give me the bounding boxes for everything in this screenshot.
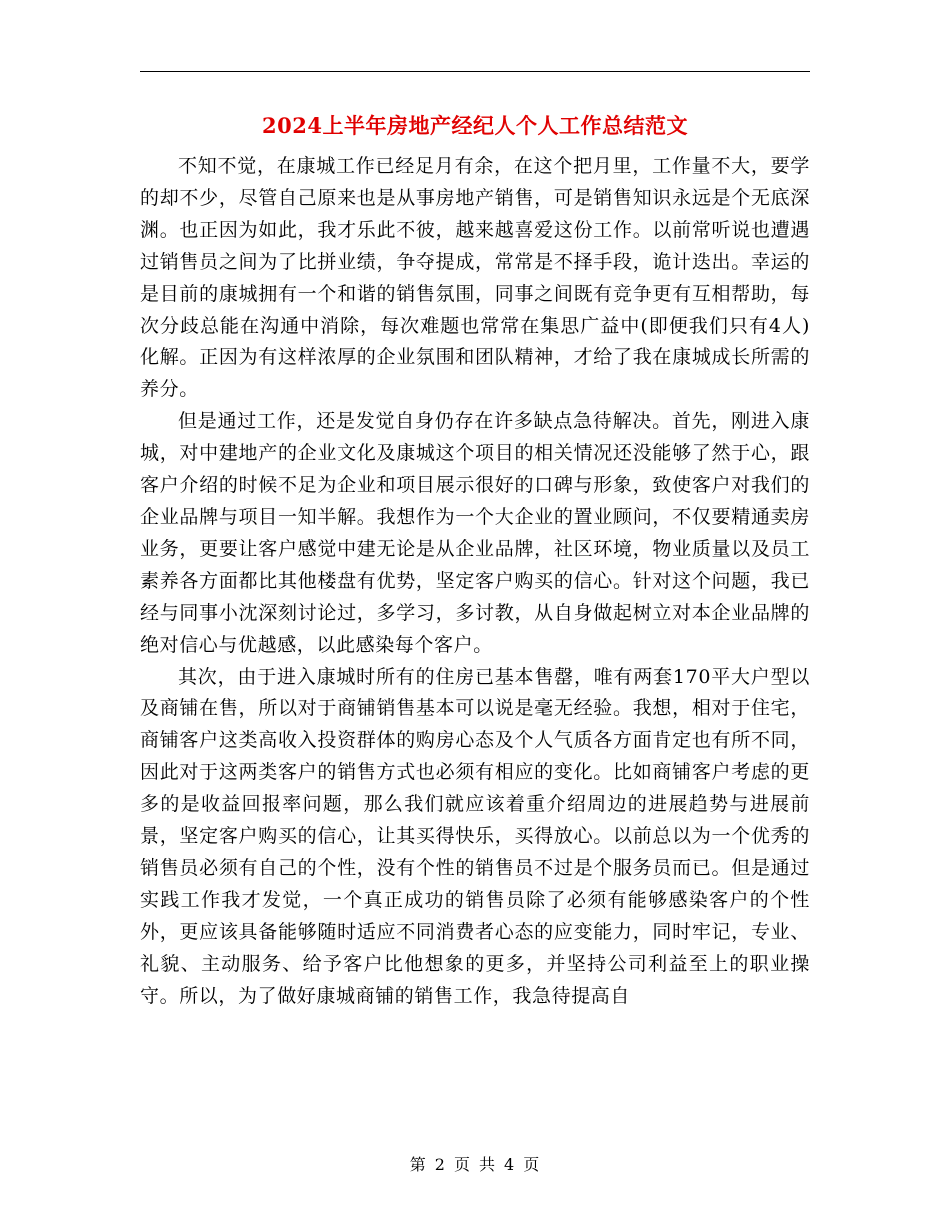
footer-label-total: 共 — [479, 1155, 497, 1174]
footer-total-pages: 4 — [504, 1155, 516, 1174]
footer-current-page: 2 — [434, 1155, 446, 1174]
paragraph-3: 其次，由于进入康城时所有的住房已基本售罄，唯有两套170平大户型以及商铺在售，所以对于商铺销售基本可以说是毫无经验。我想，相对于住宅，商铺客户这类高收入投资群体的购房心态及个人气质各方面肯定也有所不同，因此对于这两类客户的销售方式也必须有相应的变化。比如商铺客户考虑的更多的是收益回报率问题，那么我们就应该着重介绍周边的进展趋势与进展前景，坚定客户购买的信心，让其买得快乐，买得放心。以前总以为一个优秀的销售员必须有自己的个性，没有个性的销售员不过是个服务员而已。但是通过实践工作我才发觉，一个真正成功的销售员除了必须有能够感染客户的个性外，更应该具备能够随时适应不同消费者心态的应变能力，同时牢记，专业、礼貌、主动服务、给予客户比他想象的更多，并坚持公司利益至上的职业操守。所以，为了做好康城商铺的销售工作，我急待提高自 — [140, 665, 810, 1007]
document-body — [140, 151, 810, 1012]
footer-label-total-unit: 页 — [523, 1155, 541, 1174]
footer-label-page-unit: 页 — [453, 1155, 471, 1174]
paragraph-1: 不知不觉，在康城工作已经足月有余，在这个把月里，工作量不大，要学的却不少，尽管自己原来也是从事房地产销售，可是销售知识永远是个无底深渊。也正因为如此，我才乐此不彼，越来越喜爱这份工作。以前常听说也遭遇过销售员之间为了比拼业绩，争夺提成，常常是不择手段，诡计迭出。幸运的是目前的康城拥有一个和谐的销售氛围，同事之间既有竞争更有互相帮助，每次分歧总能在沟通中消除，每次难题也常常在集思广益中(即便我们只有4人)化解。正因为有这样浓厚的企业氛围和团队精神，才给了我在康城成长所需的养分。 — [140, 155, 810, 401]
header-rule — [140, 71, 810, 72]
footer-label-page: 第 — [409, 1155, 427, 1174]
paragraph-2: 但是通过工作，还是发觉自身仍存在许多缺点急待解决。首先，刚进入康城，对中建地产的企业文化及康城这个项目的相关情况还没能够了然于心，跟客户介绍的时候不足为企业和项目展示很好的口碑与形象，致使客户对我们的企业品牌与项目一知半解。我想作为一个大企业的置业顾问，不仅要精通卖房业务，更要让客户感觉中建无论是从企业品牌，社区环境，物业质量以及员工素养各方面都比其他楼盘有优势，坚定客户购买的信心。针对这个问题，我已经与同事小沈深刻讨论过，多学习，多讨教，从自身做起树立对本企业品牌的绝对信心与优越感，以此感染每个客户。 — [140, 410, 810, 656]
page-footer — [0, 1153, 950, 1177]
document-title: 2024上半年房地产经纪人个人工作总结范文 — [262, 113, 688, 138]
